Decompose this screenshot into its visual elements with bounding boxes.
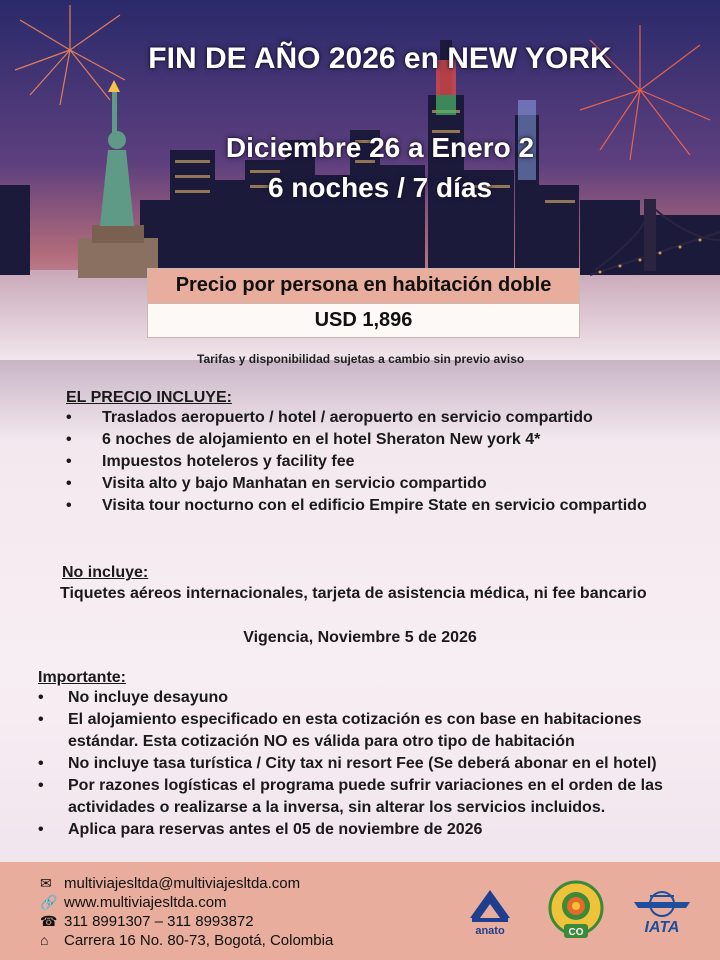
contact-website[interactable]: www.multiviajesltda.com: [64, 894, 227, 911]
not-included-text: Tiquetes aéreos internacionales, tarjeta de asistencia médica, ni fee bancario: [60, 585, 647, 602]
contact-footer: [0, 862, 720, 960]
list-item-text: No incluye desayuno: [68, 689, 229, 706]
contact-phone: 311 8991307 – 311 8993872: [64, 913, 254, 930]
list-item: • Visita alto y bajo Manhatan en servicio compartido: [66, 475, 487, 492]
list-item: • Por razones logísticas el programa puede sufrir variaciones en el orden de las actividades o realizarse a la inversa, sin alterar los servicios incluidos.: [38, 777, 663, 816]
list-item: • 6 noches de alojamiento en el hotel Sheraton New york 4*: [66, 431, 541, 448]
list-item-text: Por razones logísticas el programa puede sufrir variaciones en el orden de las actividades o realizarse a la inversa, sin alterar los servicios incluidos.: [68, 777, 663, 816]
not-included-section: [62, 564, 682, 603]
list-item-text: Visita tour nocturno con el edificio Empire State en servicio compartido: [102, 497, 647, 514]
price-label: Precio por persona en habitación doble: [147, 268, 580, 304]
price-value: USD 1,896: [147, 304, 580, 338]
includes-section: [66, 389, 686, 517]
list-item-text: Impuestos hoteleros y facility fee: [102, 453, 355, 470]
list-item-text: 6 noches de alojamiento en el hotel Sheraton New york 4*: [102, 431, 541, 448]
not-included-heading: No incluye:: [62, 564, 149, 581]
includes-heading: EL PRECIO INCLUYE:: [66, 389, 232, 406]
co-logo-text: CO: [568, 927, 584, 938]
link-icon: 🔗: [40, 894, 58, 910]
important-section: [38, 669, 708, 841]
list-item-text: Visita alto y bajo Manhatan en servicio compartido: [102, 475, 487, 492]
contact-info: [40, 874, 333, 950]
list-item: • El alojamiento especificado en esta cotización es con base en habitaciones estándar. Esta cotización NO es válida para otro tipo de habitación: [38, 711, 642, 750]
price-table: [147, 268, 580, 338]
contact-address-row: [40, 931, 333, 950]
colombia-logo: [548, 880, 604, 949]
list-item-text: El alojamiento especificado en esta cotización es con base en habitaciones estándar. Esta cotización NO es válida para otro tipo de habitación: [68, 711, 642, 750]
phone-icon: ☎: [40, 913, 58, 929]
includes-list: [66, 407, 686, 517]
home-icon: ⌂: [40, 932, 49, 948]
iata-logo-text: IATA: [644, 919, 680, 936]
list-item-text: Traslados aeropuerto / hotel / aeropuerto en servicio compartido: [102, 409, 593, 426]
important-list: [38, 687, 708, 841]
important-heading: Importante:: [38, 669, 126, 686]
list-item: • Impuestos hoteleros y facility fee: [66, 453, 355, 470]
anato-logo-text: anato: [475, 925, 505, 937]
contact-address: Carrera 16 No. 80-73, Bogotá, Colombia: [64, 932, 334, 949]
list-item-text: Aplica para reservas antes el 05 de noviembre de 2026: [68, 821, 483, 838]
anato-logo: [462, 882, 518, 947]
list-item: • Visita tour nocturno con el edificio Empire State en servicio compartido: [66, 497, 647, 514]
contact-phone-row: [40, 912, 333, 931]
contact-email[interactable]: multiviajesltda@multiviajesltda.com: [64, 875, 301, 892]
list-item: • No incluye desayuno: [38, 689, 229, 706]
list-item: • Aplica para reservas antes el 05 de noviembre de 2026: [38, 821, 483, 838]
contact-email-row[interactable]: [40, 874, 333, 893]
list-item: • No incluye tasa turística / City tax ni resort Fee (Se deberá abonar en el hotel): [38, 755, 657, 772]
trip-duration: 6 noches / 7 días: [267, 172, 493, 203]
contact-web-row[interactable]: [40, 893, 333, 912]
list-item-text: No incluye tasa turística / City tax ni resort Fee (Se deberá abonar en el hotel): [68, 755, 657, 772]
validity-date: Vigencia, Noviembre 5 de 2026: [243, 629, 477, 646]
page-title: FIN DE AÑO 2026 en NEW YORK: [148, 42, 612, 75]
price-disclaimer: Tarifas y disponibilidad sujetas a cambio sin previo aviso: [197, 352, 525, 366]
list-item: • Traslados aeropuerto / hotel / aeropuerto en servicio compartido: [66, 409, 593, 426]
iata-logo: [632, 886, 692, 943]
email-icon: ✉: [40, 875, 52, 891]
travel-dates: Diciembre 26 a Enero 2: [225, 132, 535, 163]
